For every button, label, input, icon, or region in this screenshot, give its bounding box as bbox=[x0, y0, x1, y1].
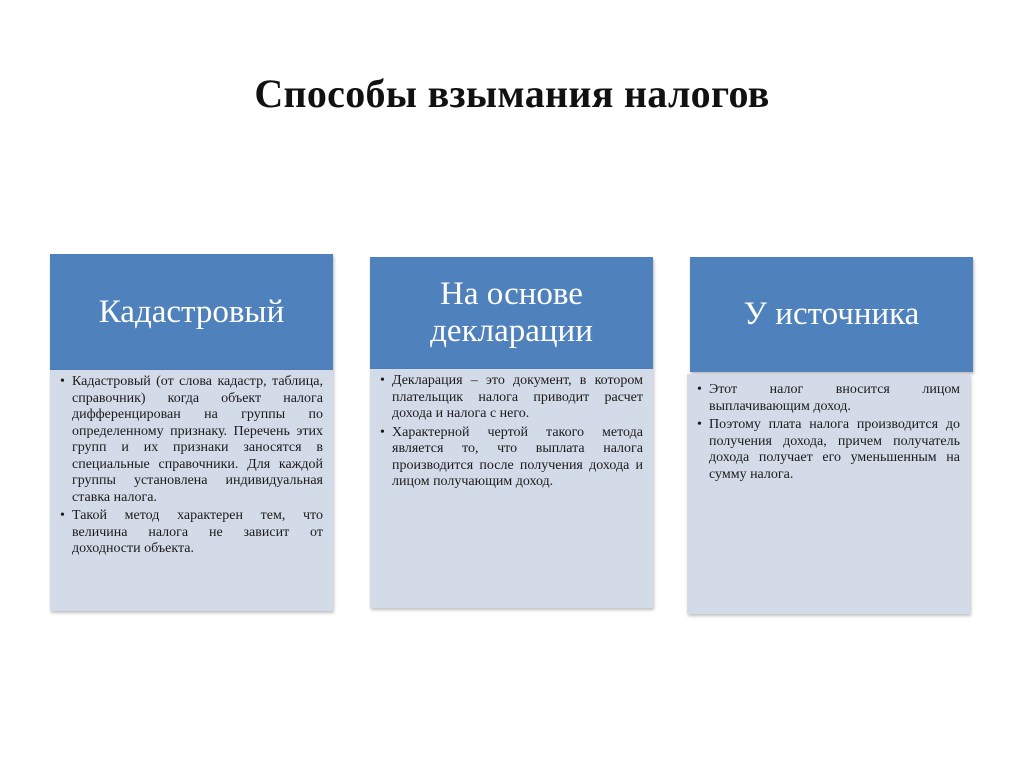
bullet-list-declaration bbox=[380, 373, 643, 491]
list-item: • Кадастровый (от слова кадастр, таблица, справочник) когда объект налога дифференцирован на группы по определенному признаку. Перечень этих групп и их признаки заносятся в специальные справочники. Для каждой группы установлена индивидуальная ставка налога. bbox=[60, 374, 323, 506]
list-item: • Декларация – это документ, в котором плательщик налога приводит расчет дохода и налога с него. bbox=[380, 373, 643, 423]
body-declaration bbox=[370, 369, 653, 608]
header-at-source bbox=[690, 257, 973, 372]
body-cadastral bbox=[50, 370, 333, 611]
header-at-source-label: У источника bbox=[743, 296, 920, 333]
list-item: • Поэтому плата налога производится до получения дохода, причем получатель дохода получает его уменьшенным на сумму налога. bbox=[697, 417, 960, 483]
list-item: • Характерной чертой такого метода является то, что выплата налога производится после получения дохода и лицом получающим доход. bbox=[380, 425, 643, 491]
bullet-list-cadastral bbox=[60, 374, 323, 558]
body-at-source bbox=[687, 374, 970, 614]
header-declaration bbox=[370, 257, 653, 369]
list-item: • Такой метод характерен тем, что величина налога не зависит от доходности объекта. bbox=[60, 508, 323, 558]
header-line: декларации bbox=[430, 313, 593, 349]
header-line: На основе bbox=[440, 276, 583, 313]
header-cadastral-label: Кадастровый bbox=[98, 293, 285, 330]
list-item: • Этот налог вносится лицом выплачивающим доход. bbox=[697, 382, 960, 415]
header-cadastral bbox=[50, 254, 333, 370]
bullet-list-at-source bbox=[697, 382, 960, 483]
header-declaration-label bbox=[430, 276, 593, 350]
slide-title: Способы взымания налогов bbox=[254, 71, 770, 116]
